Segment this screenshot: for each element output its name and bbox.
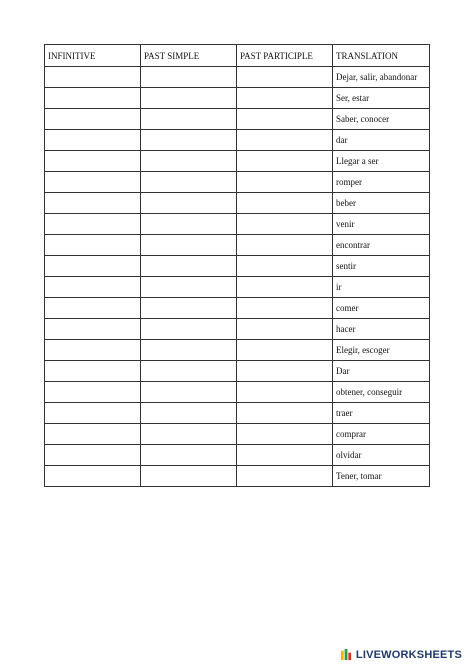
table-row — [45, 214, 430, 235]
infinitive-cell[interactable] — [45, 172, 141, 193]
translation-cell: Dejar, salir, abandonar — [333, 67, 430, 88]
table-row — [45, 235, 430, 256]
past-participle-cell[interactable] — [237, 319, 333, 340]
translation-cell: olvidar — [333, 445, 430, 466]
infinitive-cell[interactable] — [45, 403, 141, 424]
footer-brand — [340, 648, 462, 661]
past-participle-cell[interactable] — [237, 361, 333, 382]
past-participle-cell[interactable] — [237, 88, 333, 109]
past-participle-cell[interactable] — [237, 172, 333, 193]
past-simple-cell[interactable] — [141, 109, 237, 130]
translation-cell: encontrar — [333, 235, 430, 256]
past-participle-cell[interactable] — [237, 340, 333, 361]
past-participle-cell[interactable] — [237, 445, 333, 466]
past-participle-cell[interactable] — [237, 193, 333, 214]
translation-cell: traer — [333, 403, 430, 424]
past-participle-cell[interactable] — [237, 256, 333, 277]
infinitive-cell[interactable] — [45, 130, 141, 151]
translation-cell: Llegar a ser — [333, 151, 430, 172]
translation-cell: Ser, estar — [333, 88, 430, 109]
infinitive-cell[interactable] — [45, 109, 141, 130]
table-row — [45, 67, 430, 88]
translation-cell: comprar — [333, 424, 430, 445]
past-simple-cell[interactable] — [141, 340, 237, 361]
infinitive-cell[interactable] — [45, 193, 141, 214]
translation-cell: ir — [333, 277, 430, 298]
past-participle-cell[interactable] — [237, 466, 333, 487]
infinitive-cell[interactable] — [45, 424, 141, 445]
infinitive-cell[interactable] — [45, 88, 141, 109]
past-simple-cell[interactable] — [141, 319, 237, 340]
translation-cell: dar — [333, 130, 430, 151]
past-simple-cell[interactable] — [141, 403, 237, 424]
header-infinitive: INFINITIVE — [45, 45, 141, 67]
translation-cell: Elegir, escoger — [333, 340, 430, 361]
past-simple-cell[interactable] — [141, 172, 237, 193]
table-row — [45, 445, 430, 466]
translation-cell: comer — [333, 298, 430, 319]
past-participle-cell[interactable] — [237, 214, 333, 235]
table-row — [45, 298, 430, 319]
past-participle-cell[interactable] — [237, 130, 333, 151]
past-simple-cell[interactable] — [141, 130, 237, 151]
infinitive-cell[interactable] — [45, 382, 141, 403]
past-simple-cell[interactable] — [141, 445, 237, 466]
table-row — [45, 403, 430, 424]
infinitive-cell[interactable] — [45, 361, 141, 382]
table-row — [45, 151, 430, 172]
past-participle-cell[interactable] — [237, 67, 333, 88]
table-row — [45, 88, 430, 109]
past-participle-cell[interactable] — [237, 151, 333, 172]
infinitive-cell[interactable] — [45, 298, 141, 319]
past-simple-cell[interactable] — [141, 193, 237, 214]
infinitive-cell[interactable] — [45, 67, 141, 88]
table-row — [45, 424, 430, 445]
past-simple-cell[interactable] — [141, 277, 237, 298]
infinitive-cell[interactable] — [45, 340, 141, 361]
translation-cell: obtener, conseguir — [333, 382, 430, 403]
translation-cell: Dar — [333, 361, 430, 382]
liveworksheets-logo-icon — [340, 648, 353, 661]
header-row — [45, 45, 430, 67]
table-row — [45, 172, 430, 193]
past-participle-cell[interactable] — [237, 109, 333, 130]
table-row — [45, 319, 430, 340]
past-participle-cell[interactable] — [237, 403, 333, 424]
past-simple-cell[interactable] — [141, 361, 237, 382]
table-row — [45, 361, 430, 382]
translation-cell: romper — [333, 172, 430, 193]
table-row — [45, 382, 430, 403]
infinitive-cell[interactable] — [45, 235, 141, 256]
past-simple-cell[interactable] — [141, 298, 237, 319]
translation-cell: Tener, tomar — [333, 466, 430, 487]
translation-cell: venir — [333, 214, 430, 235]
table-row — [45, 193, 430, 214]
past-participle-cell[interactable] — [237, 298, 333, 319]
infinitive-cell[interactable] — [45, 445, 141, 466]
infinitive-cell[interactable] — [45, 319, 141, 340]
translation-cell: beber — [333, 193, 430, 214]
past-participle-cell[interactable] — [237, 277, 333, 298]
past-participle-cell[interactable] — [237, 424, 333, 445]
past-simple-cell[interactable] — [141, 88, 237, 109]
infinitive-cell[interactable] — [45, 466, 141, 487]
table-row — [45, 277, 430, 298]
infinitive-cell[interactable] — [45, 277, 141, 298]
past-simple-cell[interactable] — [141, 382, 237, 403]
table-row — [45, 130, 430, 151]
brand-name: LIVEWORKSHEETS — [355, 648, 462, 661]
table-row — [45, 340, 430, 361]
header-past-simple: PAST SIMPLE — [141, 45, 237, 67]
past-simple-cell[interactable] — [141, 424, 237, 445]
past-participle-cell[interactable] — [237, 235, 333, 256]
past-simple-cell[interactable] — [141, 235, 237, 256]
infinitive-cell[interactable] — [45, 256, 141, 277]
header-past-participle: PAST PARTICIPLE — [237, 45, 333, 67]
past-simple-cell[interactable] — [141, 67, 237, 88]
past-simple-cell[interactable] — [141, 151, 237, 172]
past-participle-cell[interactable] — [237, 382, 333, 403]
infinitive-cell[interactable] — [45, 151, 141, 172]
past-simple-cell[interactable] — [141, 466, 237, 487]
table-row — [45, 109, 430, 130]
header-translation: TRANSLATION — [333, 45, 430, 67]
verb-table — [44, 44, 430, 487]
translation-cell: hacer — [333, 319, 430, 340]
past-simple-cell[interactable] — [141, 214, 237, 235]
infinitive-cell[interactable] — [45, 214, 141, 235]
table-row — [45, 256, 430, 277]
past-simple-cell[interactable] — [141, 256, 237, 277]
translation-cell: sentir — [333, 256, 430, 277]
table-row — [45, 466, 430, 487]
translation-cell: Saber, conocer — [333, 109, 430, 130]
verb-table-body — [45, 67, 430, 487]
